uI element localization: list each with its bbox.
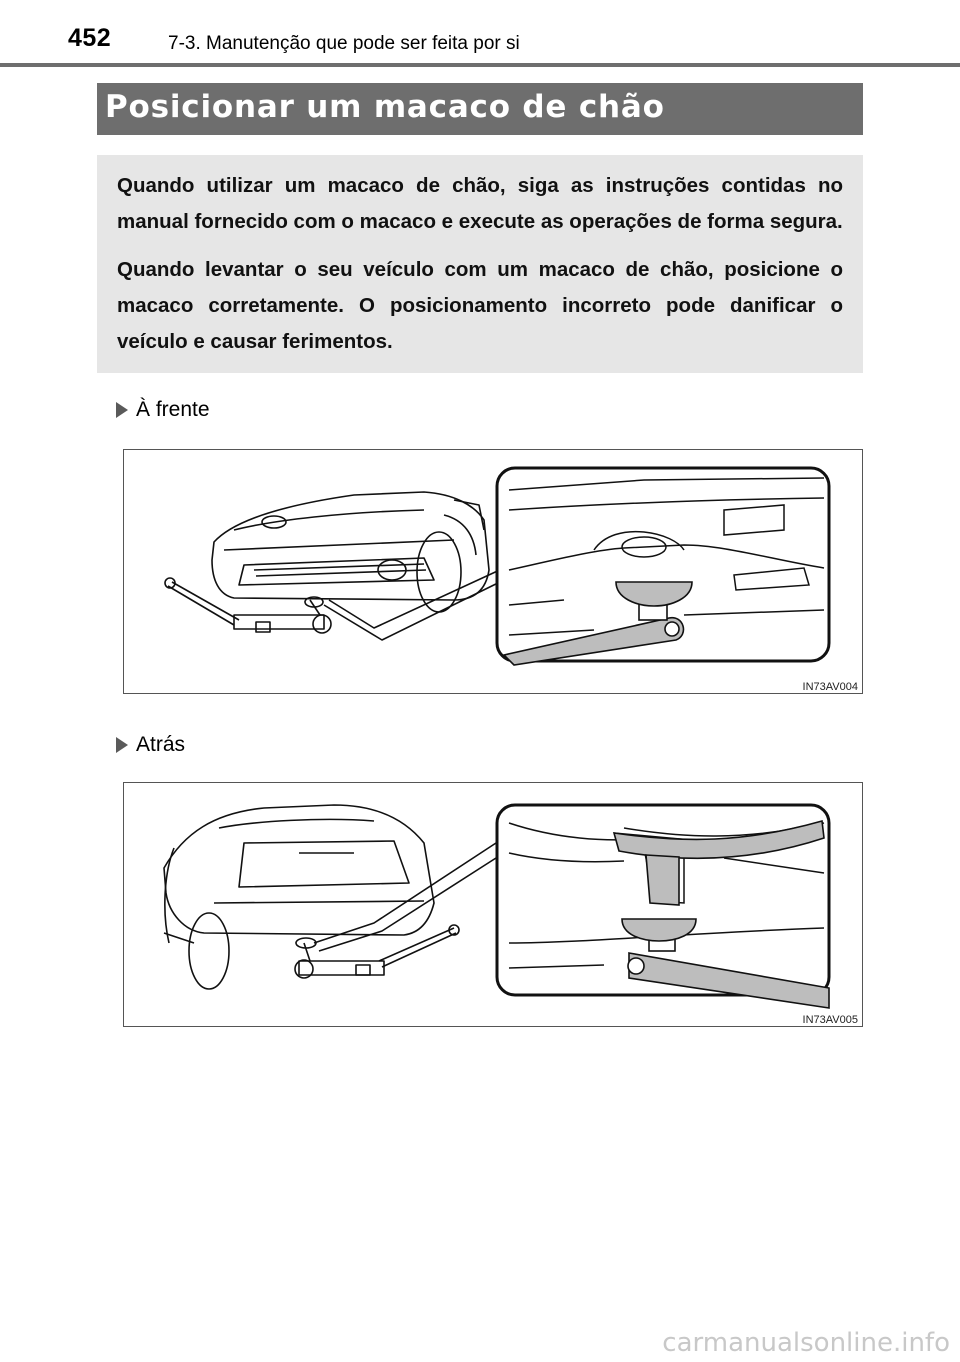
front-jack-figure [123,449,863,694]
rear-label: Atrás [136,733,186,756]
rear-heading [116,733,185,757]
front-figure-code: IN73AV004 [802,681,858,693]
intro-paragraph-1: Quando utilizar um macaco de chão, siga as instruções contidas no manual fornecido com o macaco e execute as operações de forma segura. [117,174,843,233]
page-number: 452 [68,24,112,52]
watermark: carmanualsonline.info [662,1328,950,1358]
chapter-title: 7-3. Manutenção que pode ser feita por si [168,33,520,54]
rear-figure-code: IN73AV005 [802,1014,858,1026]
section-title-bar [97,83,863,135]
rear-jack-illustration [124,783,863,1027]
intro-box [97,155,863,373]
intro-paragraph-2: Quando levantar o seu veículo com um macaco de chão, posicione o macaco corretamente. O posicionamento incorreto pode danificar o veículo e causar ferimentos. [117,258,843,353]
triangle-bullet-icon [116,402,128,418]
front-jack-illustration [124,450,863,694]
rear-jack-figure [123,782,863,1027]
front-heading [116,398,210,422]
section-title: Posicionar um macaco de chão [105,89,665,125]
front-label: À frente [136,398,210,421]
page-header [0,0,960,70]
header-divider [0,63,960,67]
triangle-bullet-icon [116,737,128,753]
